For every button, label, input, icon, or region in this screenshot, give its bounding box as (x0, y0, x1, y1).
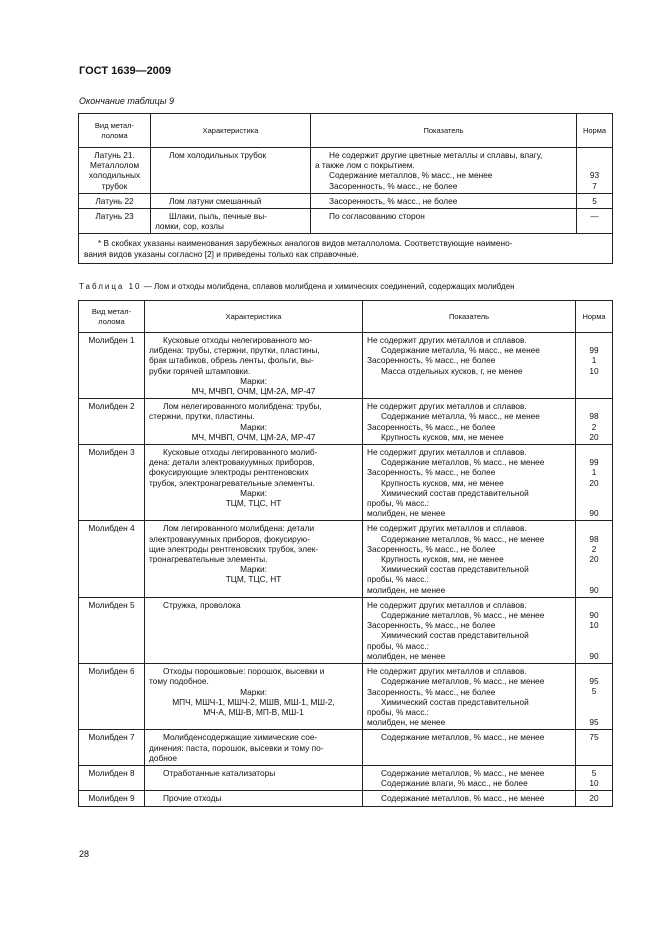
cell-kind: Молибден 8 (79, 765, 145, 790)
table-row (79, 193, 613, 208)
cell-indicator: Не содержит других металлов и сплавов. Содержание металлов, % масс., не менее Засоренность, % масс., не более Химический состав представительной пробы, % масс.: молибден, не менее (363, 597, 576, 663)
cell-indicator: Не содержит других металлов и сплавов. Содержание металла, % масс., не менее Засоренность, % масс., не более Крупность кусков, мм, не менее (363, 399, 576, 445)
brands-list: МЧ-А, МШ-В, МП-В, МШ-1 (203, 706, 304, 717)
col-header-characteristic: Характеристика (151, 114, 311, 148)
col-header-norm: Норма (576, 301, 613, 333)
cell-kind: Молибден 1 (79, 333, 145, 399)
brands-label: Марки: (240, 421, 267, 432)
cell-characteristic: Молибденсодержащие химические сое- динения: паста, порошок, высевки и тому по- добное (145, 730, 363, 766)
table-row (79, 730, 613, 766)
cell-norm: 98 2 20 90 (576, 521, 613, 597)
table-row (79, 209, 613, 234)
cell-characteristic: Отходы порошковые: порошок, высевки и тому подобное. Марки: МПЧ, МШЧ-1, МШЧ-2, МШВ, МШ-1, МШ-2, МЧ-А, МШ-В, МП-В, МШ-1 (145, 664, 363, 730)
cell-kind: Латунь 22 (79, 193, 151, 208)
table10-body (79, 333, 613, 807)
cell-kind: Латунь 23 (79, 209, 151, 234)
brands-label: Марки: (240, 487, 267, 498)
brands-label: Марки: (240, 564, 267, 575)
cell-indicator: Не содержит другие цветные металлы и сплавы, влагу, а также лом с покрытием. Содержание металлов, % масс., не менее Засоренность, % масс., не более (311, 148, 577, 194)
table-10 (78, 300, 613, 807)
cell-characteristic: Кусковые отходы легированного молиб- дена: детали электровакуумных приборов, фокусирующие электроды рентгеновских трубок, электронагревательные элементы. Марки: ТЦМ, ТЦС, НТ (145, 445, 363, 521)
col-header-characteristic: Характеристика (145, 301, 363, 333)
brands-label: Марки: (240, 375, 267, 386)
cell-indicator: Содержание металлов, % масс., не менее (363, 730, 576, 766)
table-9 (78, 113, 613, 264)
cell-norm: 95 5 95 (576, 664, 613, 730)
cell-kind: Молибден 7 (79, 730, 145, 766)
table-row (79, 333, 613, 399)
cell-indicator: Не содержит других металлов и сплавов. Содержание металлов, % масс., не менее Засоренность, % масс., не более Крупность кусков, мм, не менее Химический состав представительной пробы, % масс.: молибден, не менее (363, 521, 576, 597)
cell-characteristic: Стружка, проволока (145, 597, 363, 663)
cell-kind: Латунь 21. Металлолом холодильных трубок (79, 148, 151, 194)
table-row (79, 399, 613, 445)
cell-indicator: Содержание металлов, % масс., не менее (363, 791, 576, 806)
table9-caption: Окончание таблицы 9 (79, 96, 174, 106)
table-footnote: * В скобках указаны наименования зарубежных аналогов видов металлолома. Соответствующие наимено- вания видов указаны согласно [2] и приведены только как справочные. (79, 234, 613, 264)
cell-norm: 5 10 (576, 765, 613, 790)
cell-kind: Молибден 9 (79, 791, 145, 806)
table10-caption-title: — Лом и отходы молибдена, сплавов молибдена и химических соединений, содержащих молибден (141, 282, 515, 291)
cell-indicator: Содержание металлов, % масс., не менее Содержание влаги, % масс., не более (363, 765, 576, 790)
table-row (79, 765, 613, 790)
table-row (79, 597, 613, 663)
brands-list: МЧ, МЧВП, ОЧМ, ЦМ-2А, МР-47 (191, 431, 316, 442)
cell-norm: 20 (576, 791, 613, 806)
cell-characteristic: Отработанные катализаторы (145, 765, 363, 790)
cell-characteristic: Лом нелегированного молибдена: трубы, стержни, прутки, пластины. Марки: МЧ, МЧВП, ОЧМ, ЦМ-2А, МР-47 (145, 399, 363, 445)
brands-label: Марки: (240, 686, 267, 697)
cell-indicator: Не содержит других металлов и сплавов. Содержание металлов, % масс., не менее Засоренность, % масс., не более Крупность кусков, мм, не менее Химический состав представительной пробы, % масс.: молибден, не менее (363, 445, 576, 521)
brands-list: ТЦМ, ТЦС, НТ (225, 574, 282, 585)
cell-norm: 98 2 20 (576, 399, 613, 445)
cell-norm: 5 (577, 193, 613, 208)
cell-indicator: Не содержит других металлов и сплавов. Содержание металлов, % масс., не менее Засоренность, % масс., не более Химический состав представительной пробы, % масс.: молибден, не менее (363, 664, 576, 730)
cell-norm: — (577, 209, 613, 234)
col-header-kind: Вид метал-лолома (79, 114, 151, 148)
brands-list: МПЧ, МШЧ-1, МШЧ-2, МШВ, МШ-1, МШ-2, (172, 696, 335, 707)
table-row (79, 521, 613, 597)
cell-norm: 93 7 (577, 148, 613, 194)
cell-norm: 99 1 20 90 (576, 445, 613, 521)
cell-characteristic: Шлаки, пыль, печные вы- ломки, сор, козлы (151, 209, 311, 234)
page-number: 28 (79, 849, 90, 859)
cell-norm: 90 10 90 (576, 597, 613, 663)
cell-indicator: По согласованию сторон (311, 209, 577, 234)
cell-indicator: Засоренность, % масс., не более (311, 193, 577, 208)
col-header-norm: Норма (577, 114, 613, 148)
table-row (79, 791, 613, 806)
table-row (79, 148, 613, 194)
cell-characteristic: Лом холодильных трубок (151, 148, 311, 194)
table10-caption (79, 282, 514, 291)
col-header-indicator: Показатель (363, 301, 576, 333)
col-header-kind: Вид метал-лолома (79, 301, 145, 333)
cell-kind: Молибден 4 (79, 521, 145, 597)
brands-list: ТЦМ, ТЦС, НТ (225, 498, 282, 509)
cell-characteristic: Лом легированного молибдена: детали электровакуумных приборов, фокусирую- щие электроды рентгеновских трубок, элек- тронагревательные элементы. Марки: ТЦМ, ТЦС, НТ (145, 521, 363, 597)
table-row (79, 664, 613, 730)
document-header: ГОСТ 1639—2009 (79, 65, 172, 77)
cell-norm: 75 (576, 730, 613, 766)
cell-kind: Молибден 5 (79, 597, 145, 663)
brands-list: МЧ, МЧВП, ОЧМ, ЦМ-2А, МР-47 (191, 386, 316, 397)
cell-indicator: Не содержит других металлов и сплавов. Содержание металла, % масс., не менее Засоренность, % масс., не более Масса отдельных кусков, г, не менее (363, 333, 576, 399)
cell-kind: Молибден 3 (79, 445, 145, 521)
cell-kind: Молибден 2 (79, 399, 145, 445)
cell-characteristic: Кусковые отходы нелегированного мо- либдена: трубы, стержни, прутки, пластины, брак штабиков, обрезь ленты, фольги, вы- рубки горячей штамповки. Марки: МЧ, МЧВП, ОЧМ, ЦМ-2А, МР-47 (145, 333, 363, 399)
cell-characteristic: Лом латуни смешанный (151, 193, 311, 208)
cell-characteristic: Прочие отходы (145, 791, 363, 806)
cell-norm: 99 1 10 (576, 333, 613, 399)
table10-caption-prefix: Таблица 10 (79, 282, 142, 291)
col-header-indicator: Показатель (311, 114, 577, 148)
cell-kind: Молибден 6 (79, 664, 145, 730)
table-row (79, 445, 613, 521)
